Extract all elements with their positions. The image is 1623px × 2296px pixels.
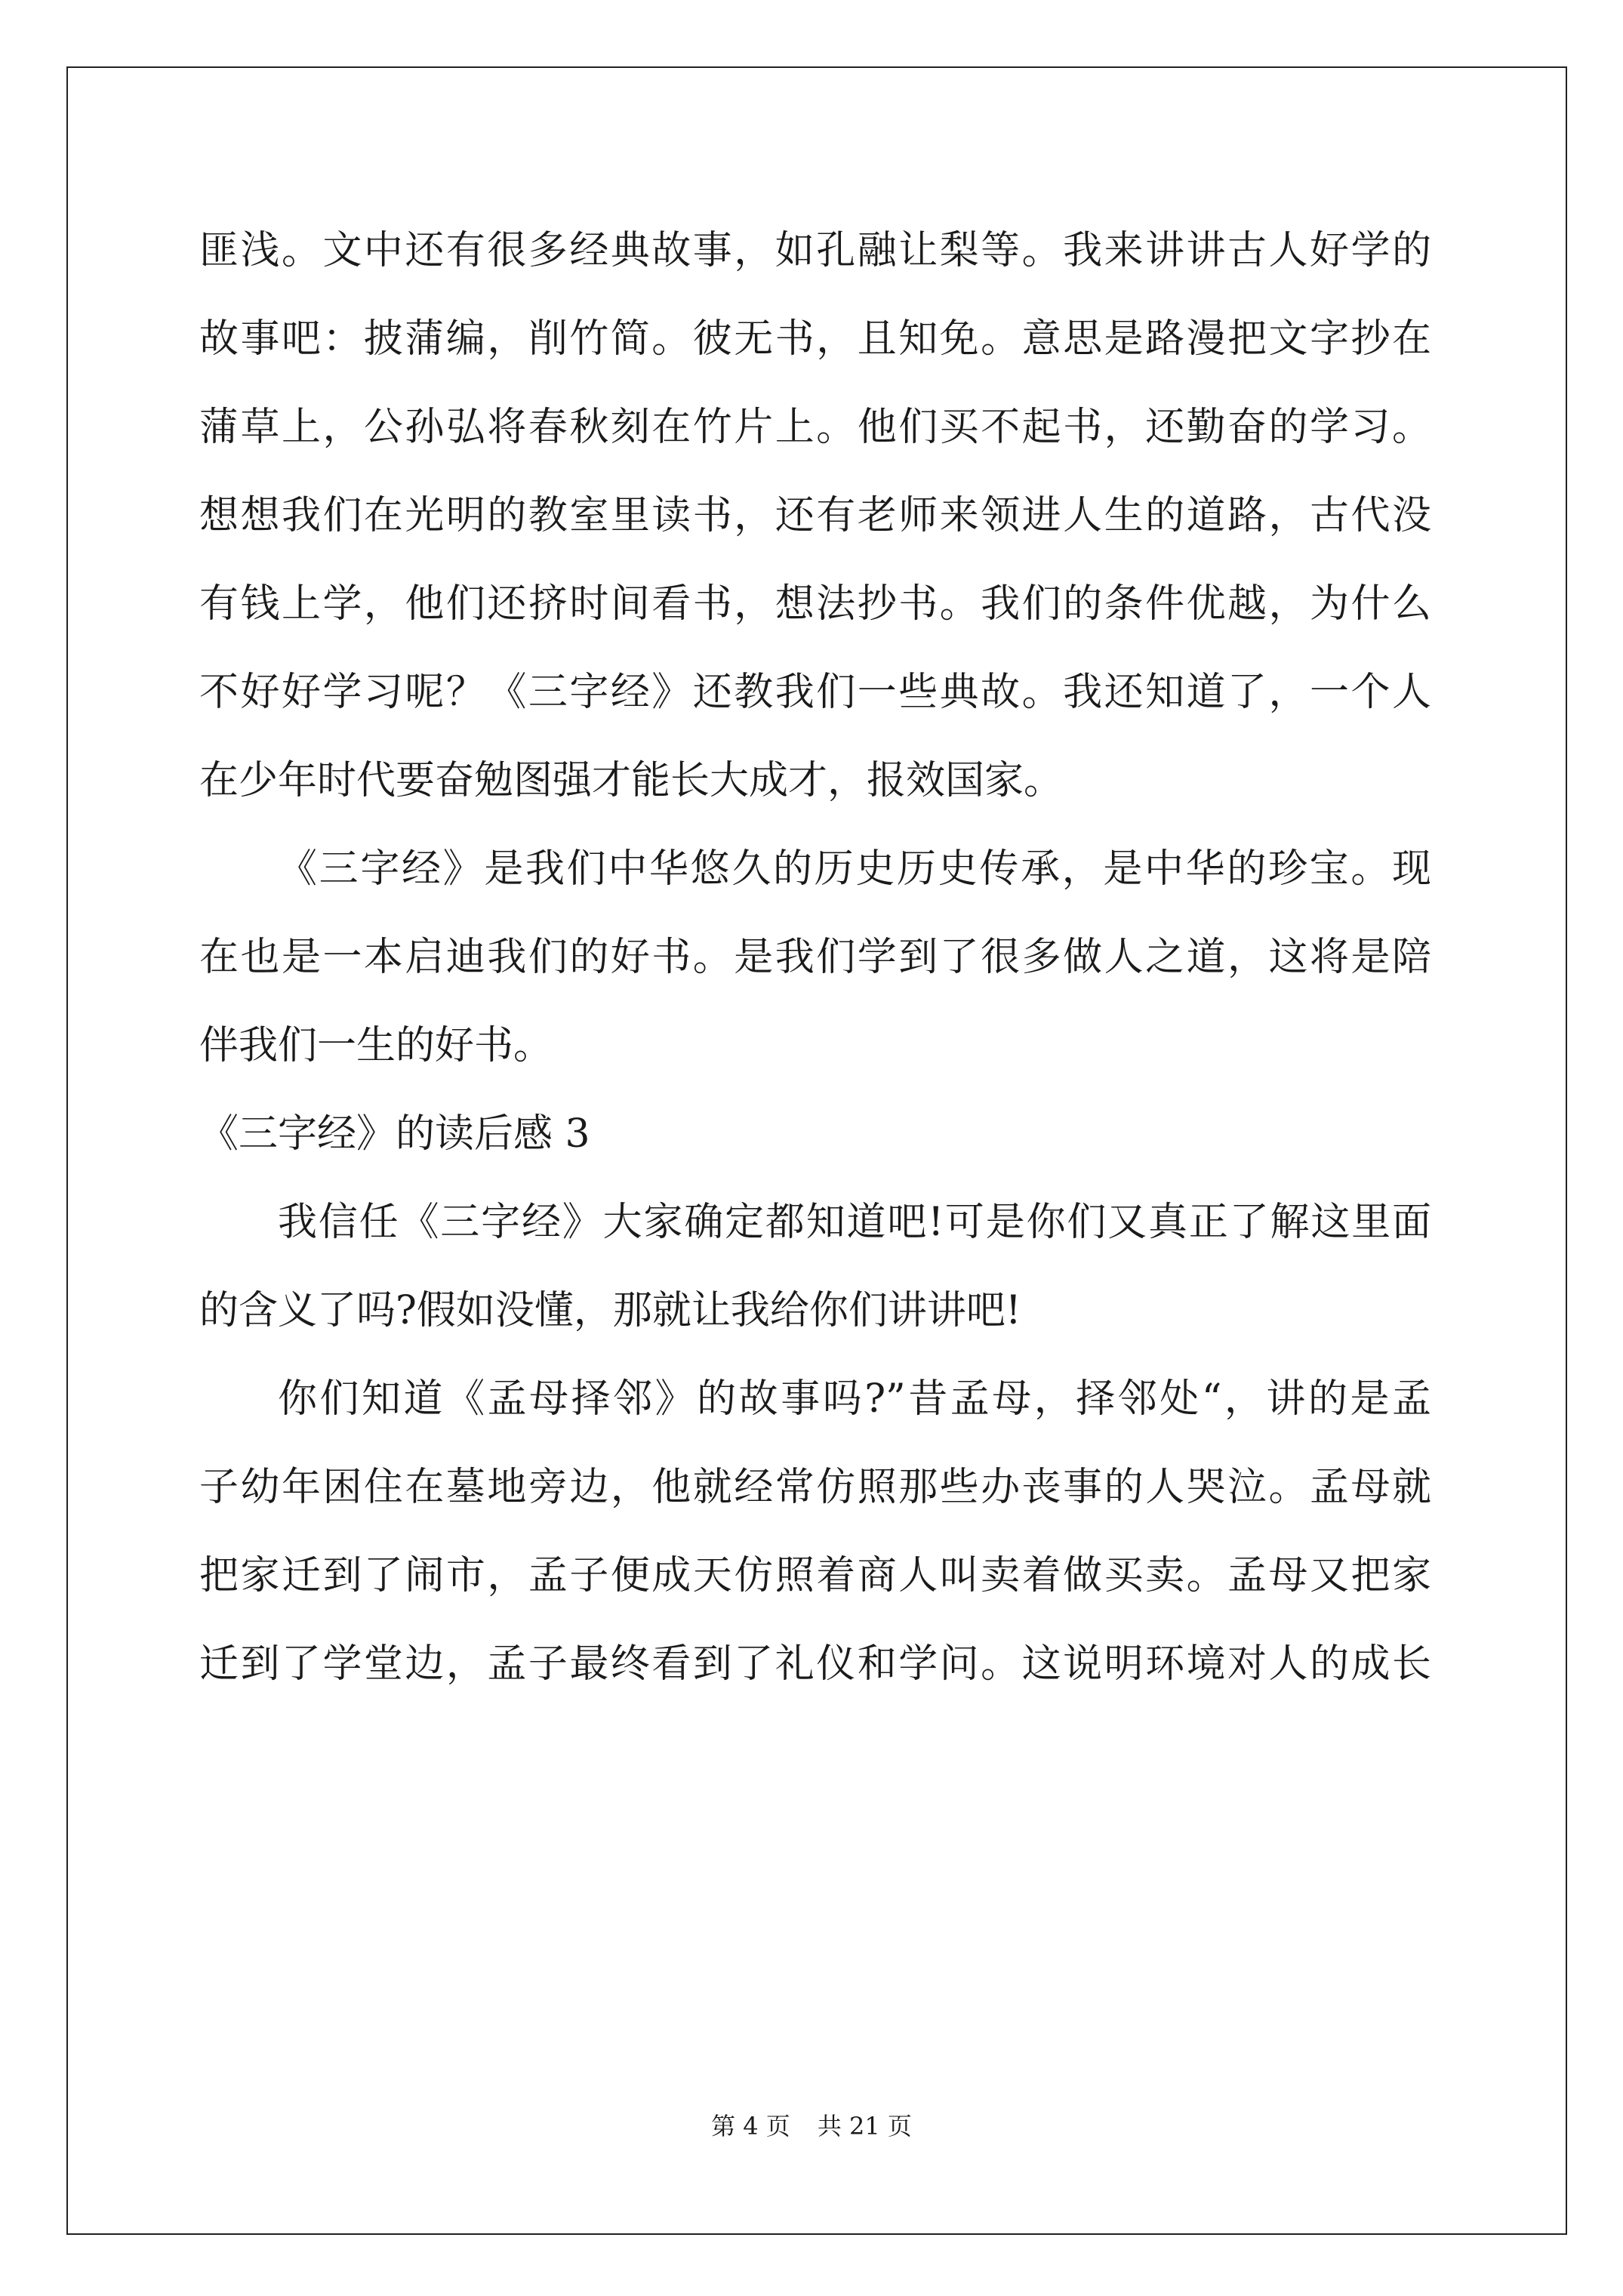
text-line: 你们知道《孟母择邻》的故事吗?”昔孟母，择邻处“，讲的是孟: [278, 1376, 1431, 1422]
section-heading: 《三字经》的读后感 3: [199, 1111, 590, 1157]
page-number: 第 4 页: [711, 2112, 790, 2140]
text-line: 匪浅。文中还有很多经典故事，如孔融让梨等。我来讲讲古人好学的: [199, 228, 1431, 273]
text-line: 把家迁到了闹市，孟子便成天仿照着商人叫卖着做买卖。孟母又把家: [199, 1553, 1431, 1598]
text-line: 的含义了吗?假如没懂，那就让我给你们讲讲吧!: [199, 1288, 1021, 1333]
text-line: 在也是一本启迪我们的好书。是我们学到了很多做人之道，这将是陪: [199, 935, 1431, 980]
text-line: 不好好学习呢？《三字经》还教我们一些典故。我还知道了，一个人: [199, 670, 1431, 715]
text-line: 子幼年困住在墓地旁边，他就经常仿照那些办丧事的人哭泣。孟母就: [199, 1465, 1431, 1510]
text-line: 我信任《三字经》大家确定都知道吧!可是你们又真正了解这里面: [278, 1200, 1431, 1245]
text-line: 迁到了学堂边，孟子最终看到了礼仪和学问。这说明环境对人的成长: [199, 1641, 1431, 1687]
page-total: 共 21 页: [817, 2112, 912, 2140]
text-line: 故事吧：披蒲编，削竹简。彼无书，且知免。意思是路漫把文字抄在: [199, 316, 1431, 362]
text-line: 伴我们一生的好书。: [199, 1023, 553, 1068]
text-line: 《三字经》是我们中华悠久的历史历史传承，是中华的珍宝。现: [278, 846, 1431, 892]
document-body: [199, 207, 1431, 1709]
text-line: 想想我们在光明的教室里读书，还有老师来领进人生的道路，古代没: [199, 493, 1431, 538]
text-line: 有钱上学，他们还挤时间看书，想法抄书。我们的条件优越，为什么: [199, 581, 1431, 627]
text-line: 在少年时代要奋勉图强才能长大成才，报效国家。: [199, 758, 1064, 803]
page-footer: [0, 2111, 1623, 2141]
text-line: 蒲草上，公孙弘将春秋刻在竹片上。他们买不起书，还勤奋的学习。: [199, 405, 1431, 450]
